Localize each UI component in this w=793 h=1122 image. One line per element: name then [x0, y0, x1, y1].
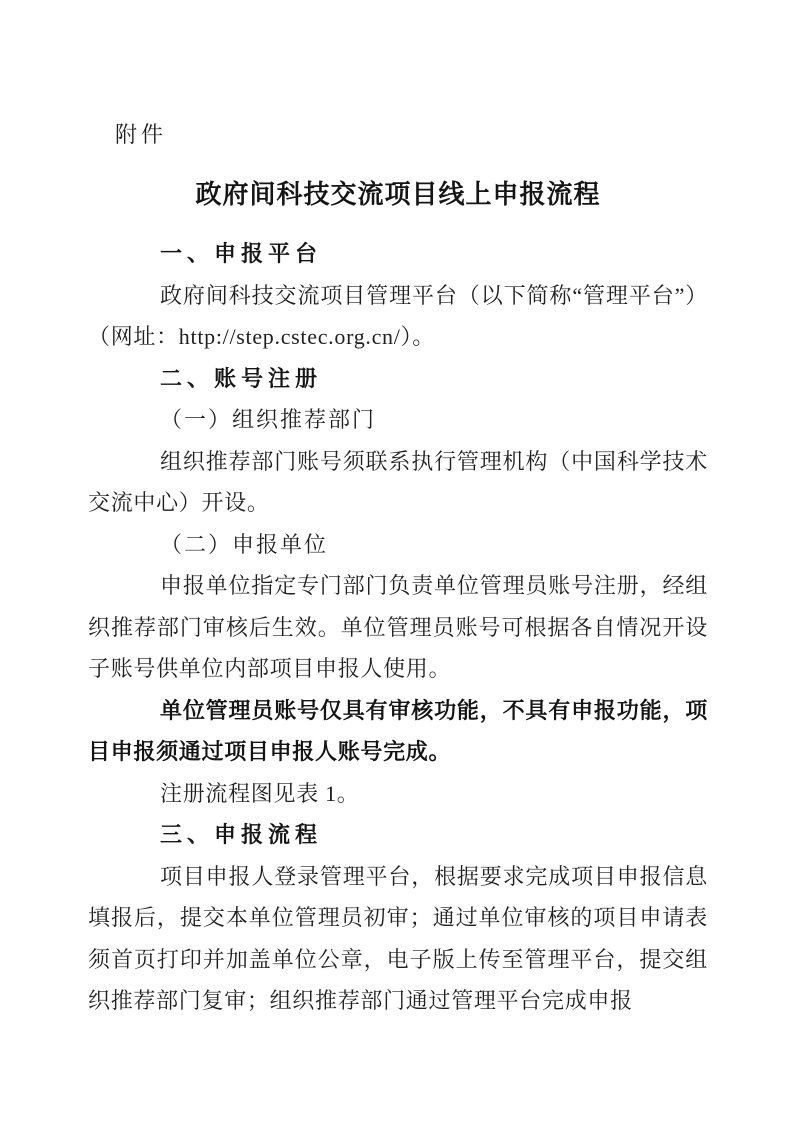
paragraph-admin-account-notice: 单位管理员账号仅具有审核功能，不具有申报功能，项目申报须通过项目申报人账号完成。: [88, 697, 708, 764]
section-heading-application-process: 三、申报流程: [160, 822, 323, 847]
document-content: [0, 120, 793, 1022]
paragraph-platform-intro: 政府间科技交流项目管理平台（以下简称“管理平台”）（网址：http://step.cstec.org.cn/）。: [88, 282, 708, 349]
subsection-heading-applicant-unit: （二）申报单位: [160, 531, 329, 557]
paragraph-application-process: 项目申报人登录管理平台，根据要求完成项目申报信息填报后，提交本单位管理员初审；通过单位审核的项目申请表须首页打印并加盖单位公章，电子版上传至管理平台，提交组织推荐部门复审；组织推荐部门通过管理平台完成申报: [88, 863, 708, 1013]
section-heading-account-registration: 二、账号注册: [160, 365, 323, 391]
paragraph-registration-flowchart-ref: 注册流程图见表 1。: [160, 780, 360, 806]
document-title: 政府间科技交流项目线上申报流程: [195, 180, 601, 209]
section-heading-application-platform: 一、申报平台: [160, 241, 323, 266]
attachment-label: 附件: [115, 122, 168, 147]
paragraph-recommending-department: 组织推荐部门账号须联系执行管理机构（中国科学技术交流中心）开设。: [88, 448, 708, 515]
subsection-heading-recommending-department: （一）组织推荐部门: [160, 407, 377, 432]
paragraph-applicant-unit: 申报单位指定专门部门负责单位管理员账号注册，经组织推荐部门审核后生效。单位管理员账号可根据各自情况开设子账号供单位内部项目申报人使用。: [88, 573, 708, 681]
